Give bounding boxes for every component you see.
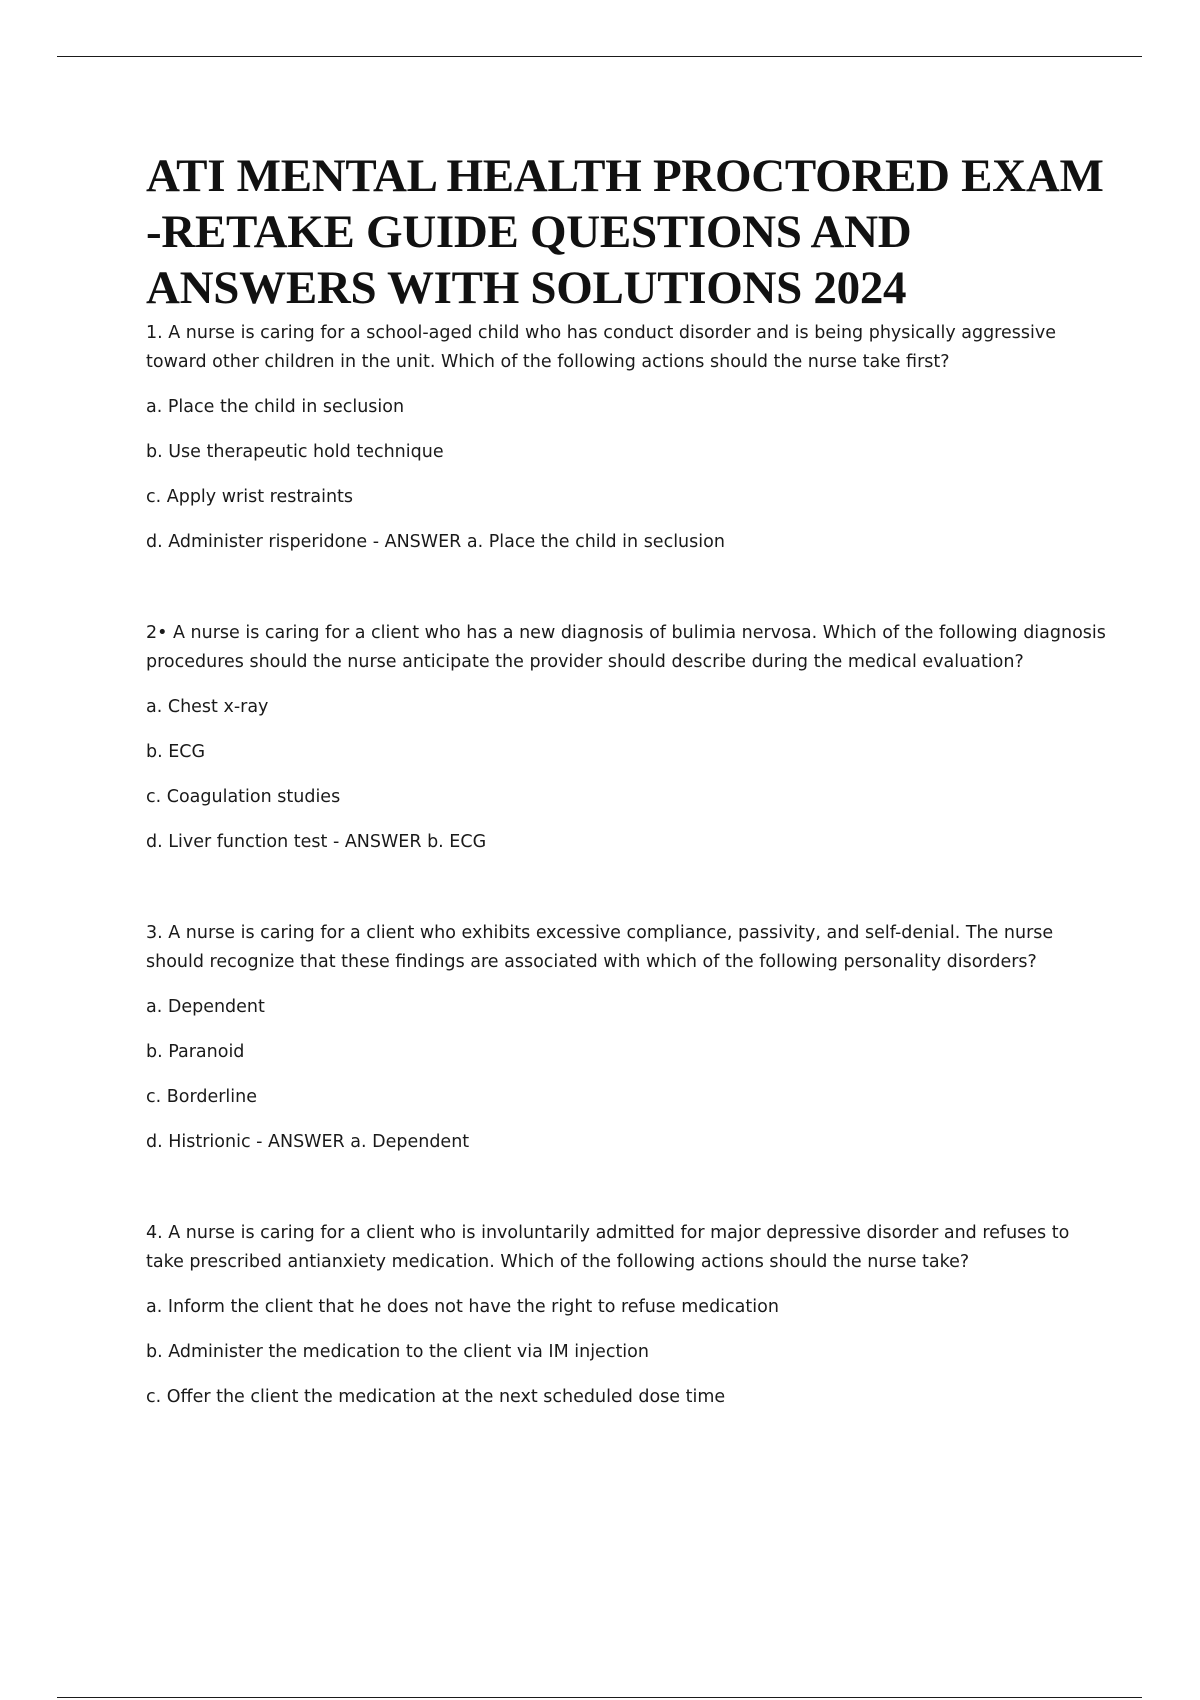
question-1 [146,319,1106,557]
question-3 [146,919,1106,1157]
option-b: b. ECG [146,742,206,762]
document-title: ATI MENTAL HEALTH PROCTORED EXAM -RETAKE GUIDE QUESTIONS AND ANSWERS WITH SOLUTIONS 2024 [146,150,1104,314]
question-text: 2• A nurse is caring for a client who has a new diagnosis of bulimia nervosa. Which of the following diagnosis procedures should the nurse anticipate the provider should describe during the medical evaluation? [146,623,1106,672]
bottom-rule [57,1697,1142,1698]
option-a: a. Place the child in seclusion [146,397,405,417]
top-rule [57,56,1142,57]
question-text: 1. A nurse is caring for a school-aged child who has conduct disorder and is being physically aggressive toward other children in the unit. Which of the following actions should the nurse take first? [146,323,1056,372]
option-b: b. Use therapeutic hold technique [146,442,444,462]
option-b: b. Paranoid [146,1042,245,1062]
option-b: b. Administer the medication to the client via IM injection [146,1342,649,1362]
option-d-with-answer: d. Liver function test - ANSWER b. ECG [146,832,487,852]
option-c: c. Borderline [146,1087,257,1107]
option-c: c. Coagulation studies [146,787,341,807]
question-2 [146,619,1106,857]
option-a: a. Chest x-ray [146,697,269,717]
option-d-with-answer: d. Histrionic - ANSWER a. Dependent [146,1132,470,1152]
option-a: a. Dependent [146,997,265,1017]
option-d-with-answer: d. Administer risperidone - ANSWER a. Place the child in seclusion [146,532,725,552]
option-c: c. Apply wrist restraints [146,487,354,507]
question-text: 3. A nurse is caring for a client who exhibits excessive compliance, passivity, and self-denial. The nurse should recognize that these findings are associated with which of the following personality disorders? [146,923,1054,972]
option-c: c. Offer the client the medication at the next scheduled dose time [146,1387,726,1407]
option-a: a. Inform the client that he does not have the right to refuse medication [146,1297,779,1317]
question-text: 4. A nurse is caring for a client who is involuntarily admitted for major depressive disorder and refuses to take prescribed antianxiety medication. Which of the following actions should the nurse take? [146,1223,1070,1272]
question-4 [146,1219,1106,1412]
document-page [146,148,1106,1412]
